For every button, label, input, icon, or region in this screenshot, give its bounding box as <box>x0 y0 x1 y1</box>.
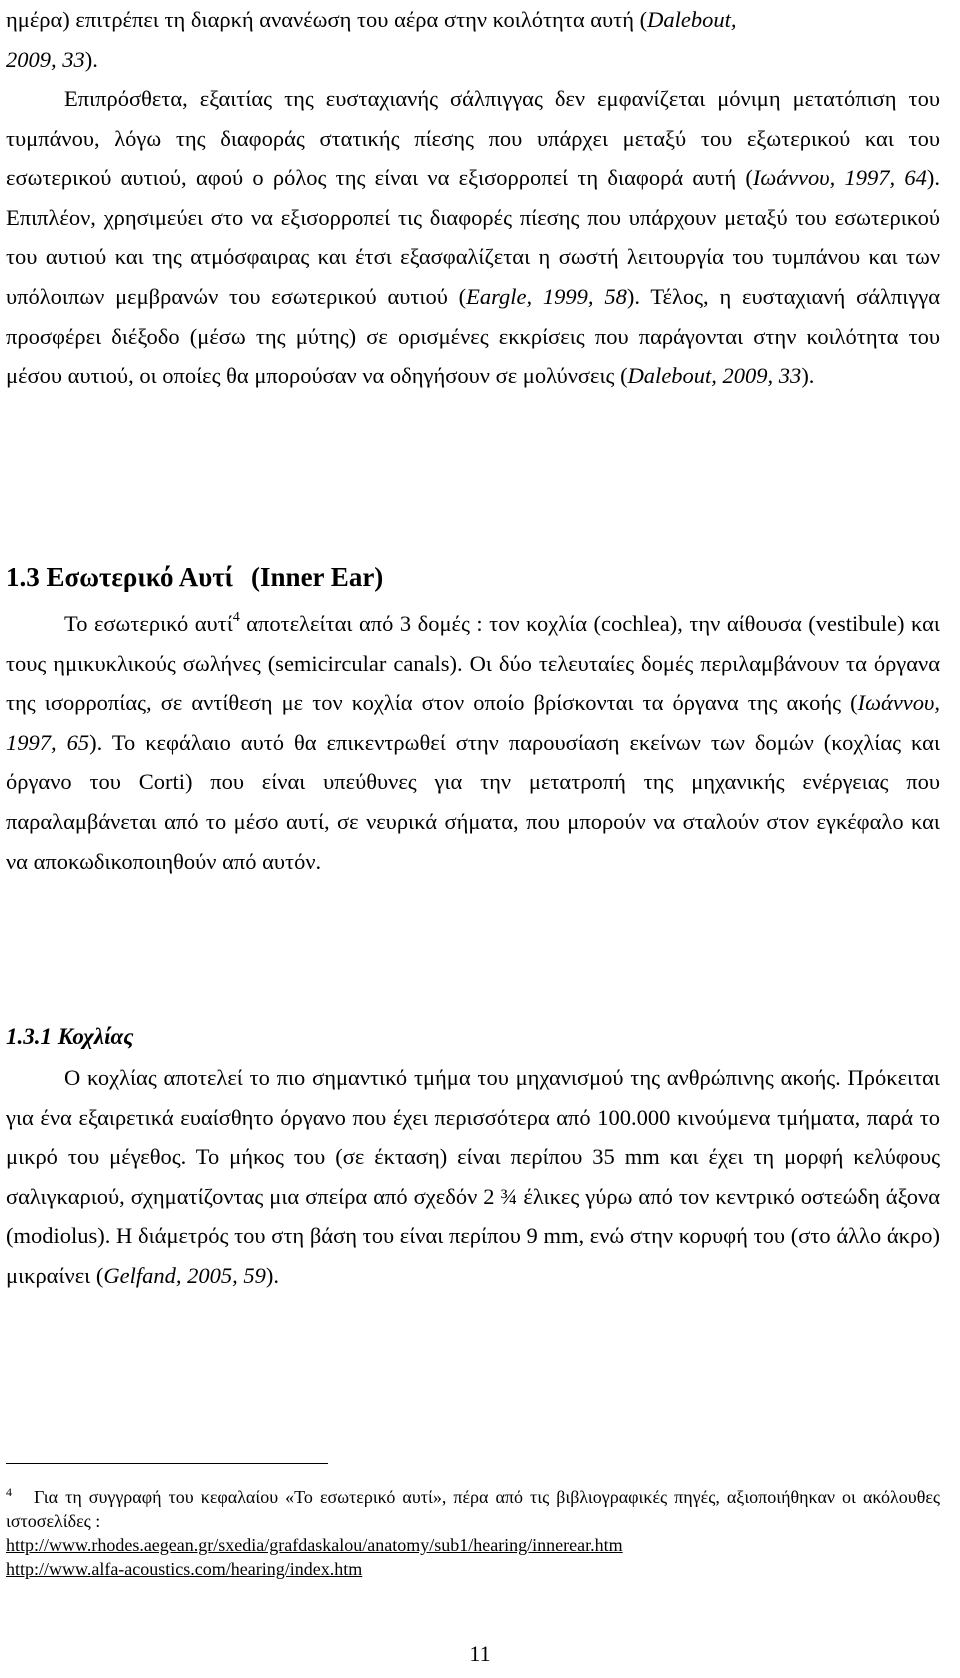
subsection-heading: 1.3.1 Κοχλίας <box>6 1024 134 1049</box>
paragraph-inner-ear: Το εσωτερικό αυτί$^4$ αποτελείται από 3 δομές : τον κοχλία (cochlea), την αίθουσα (vestibule) και τους ημικυκλικούς σωλήνες (semicircular canals). Οι δύο τελευταίες δομές περιλαμβάνουν τα όργανα της ισορροπίας, σε αντίθεση με τον κοχλία στον οποίο βρίσκονται τα όργανα της ακοής (Ιωάννου, 1997, 65). Το κεφάλαιο αυτό θα επικεντρωθεί στην παρουσίαση εκείνων των δομών (κοχλίας και όργανο του Corti) που είναι υπεύθυνες για την μετατροπή της μηχανικής ενέργειας που παραλαμβάνεται από το μέσο αυτί, σε νευρικά σήματα, που μπορούν να σταλούν στον εγκέφαλο και να αποκωδικοποιηθούν από αυτόν. <box>6 610 941 874</box>
paragraph-line: 2009, 33). <box>6 46 98 72</box>
footnote-number: 4 <box>6 1485 12 1499</box>
footnote-separator <box>6 1463 328 1464</box>
section-heading: 1.3 Εσωτερικό Αυτί (Inner Ear) <box>6 562 384 592</box>
footnote-link-alfa-acoustics[interactable]: http://www.alfa-acoustics.com/hearing/index.htm <box>6 1559 363 1579</box>
paragraph-eustachian: Επιπρόσθετα, εξαιτίας της ευσταχιανής σάλπιγγας δεν εμφανίζεται μόνιμη μετατόπιση του τυμπάνου, λόγω της διαφοράς στατικής πίεσης που υπάρχει μεταξύ του εξωτερικού και του εσωτερικού αυτιού, αφού ο ρόλος της είναι να εξισορροπεί τη διαφορά αυτή (Ιωάννου, 1997, 64). Επιπλέον, χρησιμεύει στο να εξισορροπεί τις διαφορές πίεσης που υπάρχουν μεταξύ του εσωτερικού του αυτιού και της ατμόσφαιρας και έτσι εξασφαλίζεται η σωστή λειτουργία του τυμπάνου και των υπόλοιπων μεμβρανών του εσωτερικού αυτιού (Eargle, 1999, 58). Τέλος, η ευσταχιανή σάλπιγγα προσφέρει διέξοδο (μέσω της μύτης) σε ορισμένες εκκρίσεις που παράγονται στην κοιλότητα του μέσου αυτιού, οι οποίες θα μπορούσαν να οδηγήσουν σε μολύνσεις (Dalebout, 2009, 33). <box>6 86 941 389</box>
citation: Ιωάννου, 1997, 64 <box>752 165 927 191</box>
page-number: 11 <box>469 1641 491 1666</box>
footnote-text: $^4$ Για τη συγγραφή του κεφαλαίου «Το εσωτερικό αυτί», πέρα από τις βιβλιογραφικές πηγές, αξιοποιήθηκαν οι ακόλουθες ιστοσελίδες : <box>6 1485 940 1531</box>
paragraph-cochlea: Ο κοχλίας αποτελεί το πιο σημαντικό τμήμα του μηχανισμού της ανθρώπινης ακοής. Πρόκειται για ένα εξαιρετικά ευαίσθητο όργανο που έχει περισσότερα από 100.000 κινούμενα τμήματα, παρά το μικρό του μέγεθος. Το μήκος του (σε έκταση) είναι περίπου 35 mm και έχει τη μορφή κελύφους σαλιγκαριού, σχηματίζοντας μια σπείρα από σχεδόν 2 ¾ έλικες γύρω από τον κεντρικό οστεώδη άξονα (modiolus). Η διάμετρός του στη βάση του είναι περίπου 9 mm, ενώ στην κορυφή του (στο άλλο άκρο) μικραίνει (Gelfand, 2005, 59). <box>6 1065 940 1288</box>
citation: Ιωάννου, 1997, 65 <box>6 690 940 755</box>
citation: 2009, 33 <box>6 46 85 72</box>
citation: Dalebout, <box>647 7 737 32</box>
paragraph-line: ημέρα) επιτρέπει τη διαρκή ανανέωση του αέρα στην κοιλότητα αυτή (Dalebout, <box>6 7 737 32</box>
citation: Eargle, 1999, 58 <box>466 283 627 309</box>
paragraph-continued <box>6 0 940 79</box>
footnote <box>6 1480 940 1581</box>
footnote-reference[interactable]: 4 <box>232 610 240 625</box>
citation: Gelfand, 2005, 59 <box>103 1262 266 1288</box>
footnote-link-rhodes[interactable]: http://www.rhodes.aegean.gr/sxedia/grafdaskalou/anatomy/sub1/hearing/innerear.htm <box>6 1535 623 1555</box>
citation: Dalebout, 2009, 33 <box>627 363 802 389</box>
